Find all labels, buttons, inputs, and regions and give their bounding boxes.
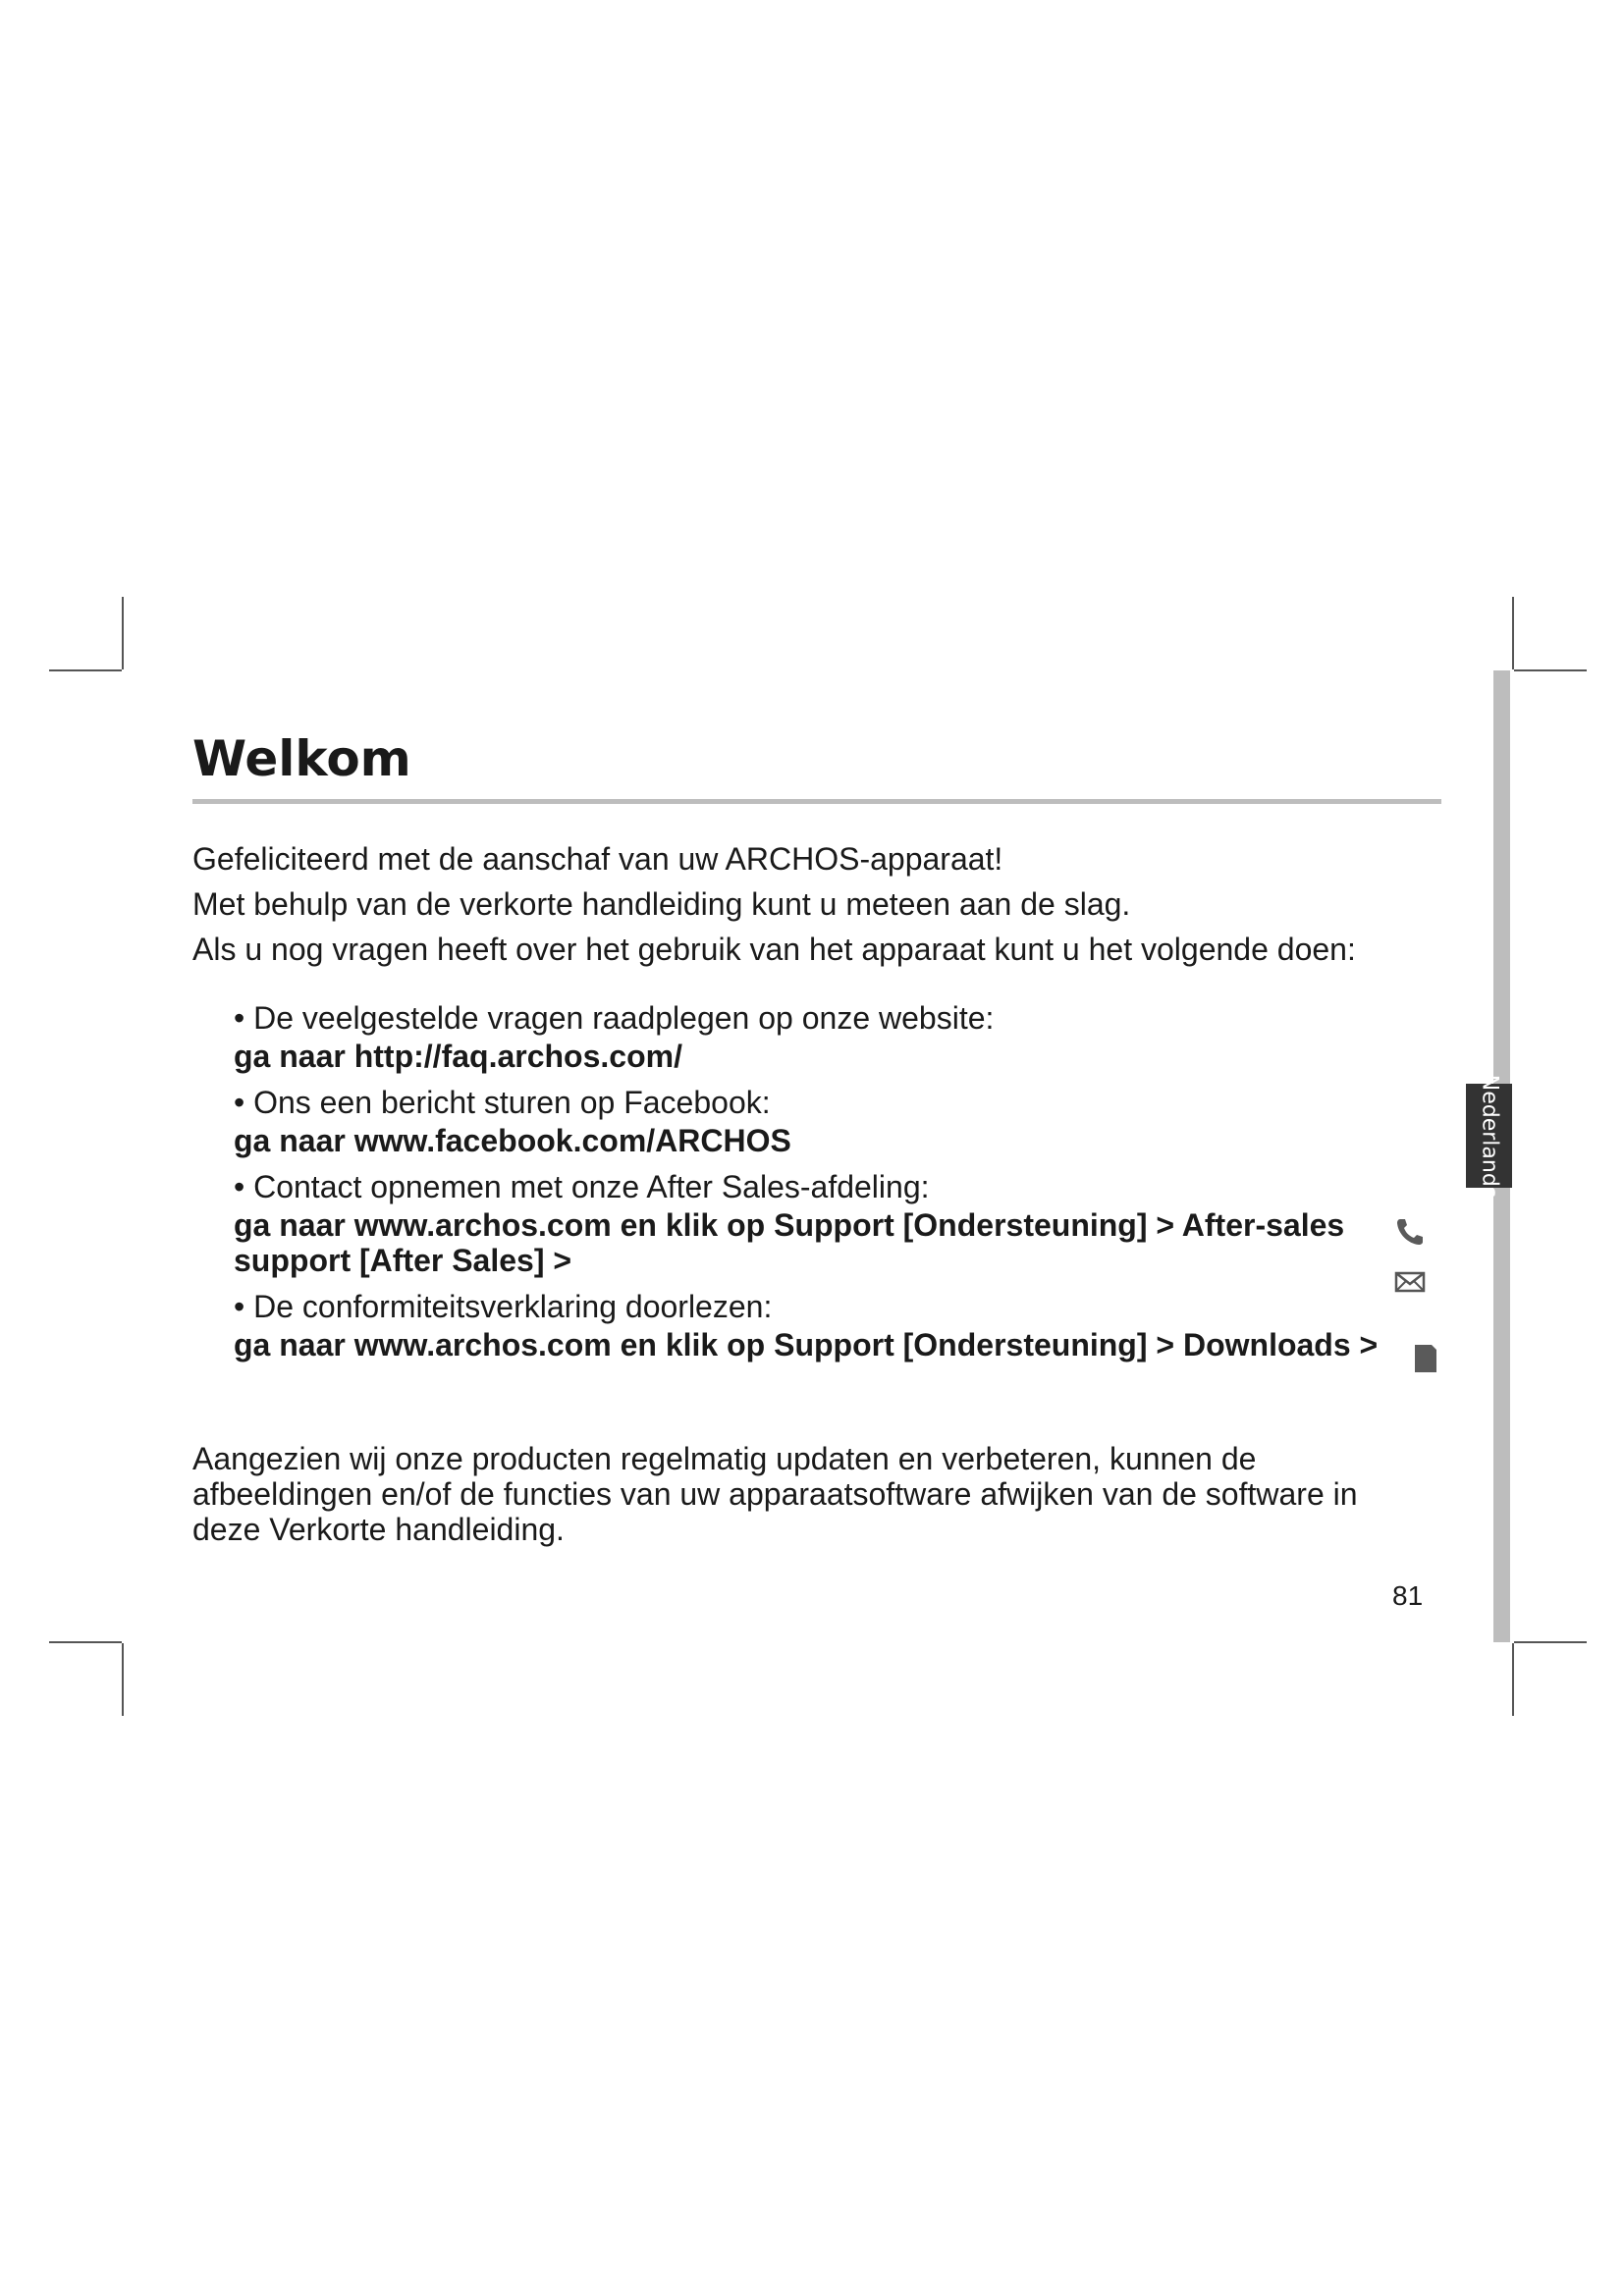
crop-mark-br-h xyxy=(1514,1641,1587,1643)
help-options-list xyxy=(234,997,1441,1370)
phone-icon xyxy=(1394,1216,1426,1248)
item-description: • Ons een bericht sturen op Facebook: xyxy=(234,1085,771,1120)
crop-mark-bl-v xyxy=(122,1643,124,1716)
list-item xyxy=(234,1286,1441,1362)
title-underline xyxy=(192,799,1441,804)
list-item xyxy=(234,997,1441,1074)
crop-mark-tl-h xyxy=(49,669,122,671)
item-link[interactable]: ga naar http://faq.archos.com/ xyxy=(234,1039,682,1074)
item-description: • Contact opnemen met onze After Sales-afdeling: xyxy=(234,1169,930,1204)
list-item xyxy=(234,1082,1441,1158)
intro-line: Met behulp van de verkorte handleiding kunt u meteen aan de slag. xyxy=(192,886,1131,922)
item-link[interactable]: ga naar www.archos.com en klik op Support [Ondersteuning] > After-sales support [After Sales] > xyxy=(234,1207,1345,1278)
page-number: 81 xyxy=(1392,1580,1424,1611)
crop-mark-tr-h xyxy=(1514,669,1587,671)
intro-line: Als u nog vragen heeft over het gebruik van het apparaat kunt u het volgende doen: xyxy=(192,932,1356,967)
envelope-icon xyxy=(1394,1266,1426,1298)
language-tab-label: Nederlands xyxy=(1477,1074,1502,1198)
crop-mark-br-v xyxy=(1512,1643,1514,1716)
crop-mark-tl-v xyxy=(122,597,124,669)
page-title: Welkom xyxy=(192,730,411,787)
crop-mark-bl-h xyxy=(49,1641,122,1643)
document-icon xyxy=(1410,1343,1441,1374)
crop-mark-tr-v xyxy=(1512,597,1514,669)
item-description: • De conformiteitsverklaring doorlezen: xyxy=(234,1289,773,1324)
intro-paragraph xyxy=(192,836,1449,972)
item-link[interactable]: ga naar www.archos.com en klik op Support [Ondersteuning] > Downloads > xyxy=(234,1327,1379,1362)
disclaimer-note: Aangezien wij onze producten regelmatig updaten en verbeteren, kunnen de afbeeldingen en/of de functies van uw apparaatsoftware afwijken van de software in deze Verkorte handleiding. xyxy=(192,1441,1358,1547)
intro-line: Gefeliciteerd met de aanschaf van uw ARCHOS-apparaat! xyxy=(192,841,1003,877)
list-item xyxy=(234,1166,1441,1278)
item-description: • De veelgestelde vragen raadplegen op onze website: xyxy=(234,1000,995,1036)
language-tab xyxy=(1466,1074,1512,1198)
item-link[interactable]: ga naar www.facebook.com/ARCHOS xyxy=(234,1123,791,1158)
